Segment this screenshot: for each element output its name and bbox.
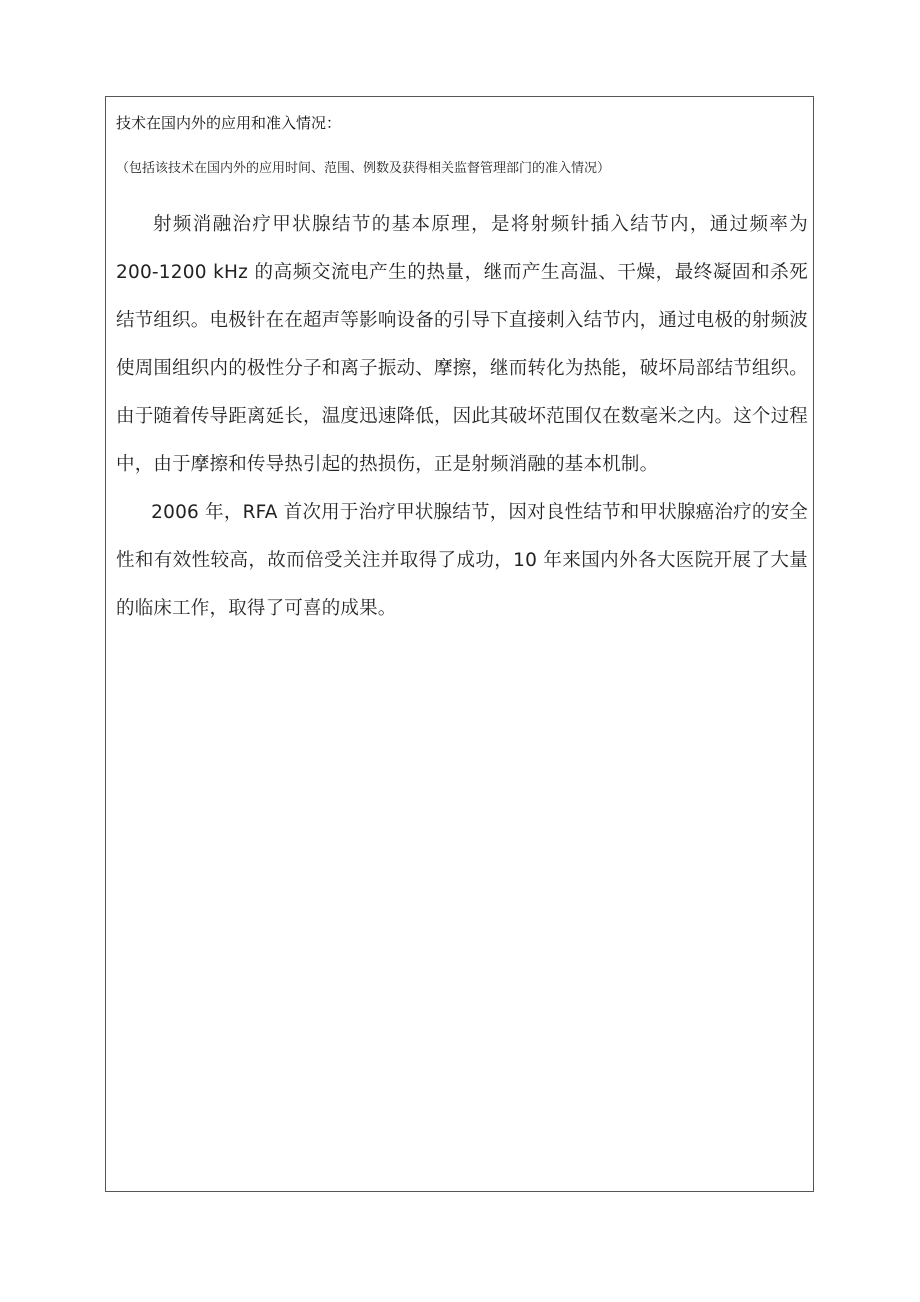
section-subheading: （包括该技术在国内外的应用时间、范围、例数及获得相关监督管理部门的准入情况） bbox=[116, 161, 611, 176]
paragraph-history: 2006 年，RFA 首次用于治疗甲状腺结节，因对良性结节和甲状腺癌治疗的安全性和有效性较高，故而倍受关注并取得了成功，10 年来国内外各大医院开展了大量的临床工作，取得了可喜的成果。 bbox=[116, 502, 808, 619]
body-text bbox=[116, 201, 808, 633]
section-heading: 技术在国内外的应用和准入情况： bbox=[116, 114, 342, 132]
form-table-cell bbox=[105, 96, 814, 1192]
paragraph-principle: 射频消融治疗甲状腺结节的基本原理，是将射频针插入结节内，通过频率为 200-1200 kHz 的高频交流电产生的热量，继而产生高温、干燥，最终凝固和杀死结节组织。电极针在在超声等影响设备的引导下直接刺入结节内，通过电极的射频波使周围组织内的极性分子和离子振动、摩擦，继而转化为热能，破坏局部结节组织。由于随着传导距离延长，温度迅速降低，因此其破坏范围仅在数毫米之内。这个过程中，由于摩擦和传导热引起的热损伤，正是射频消融的基本机制。 bbox=[116, 214, 808, 475]
